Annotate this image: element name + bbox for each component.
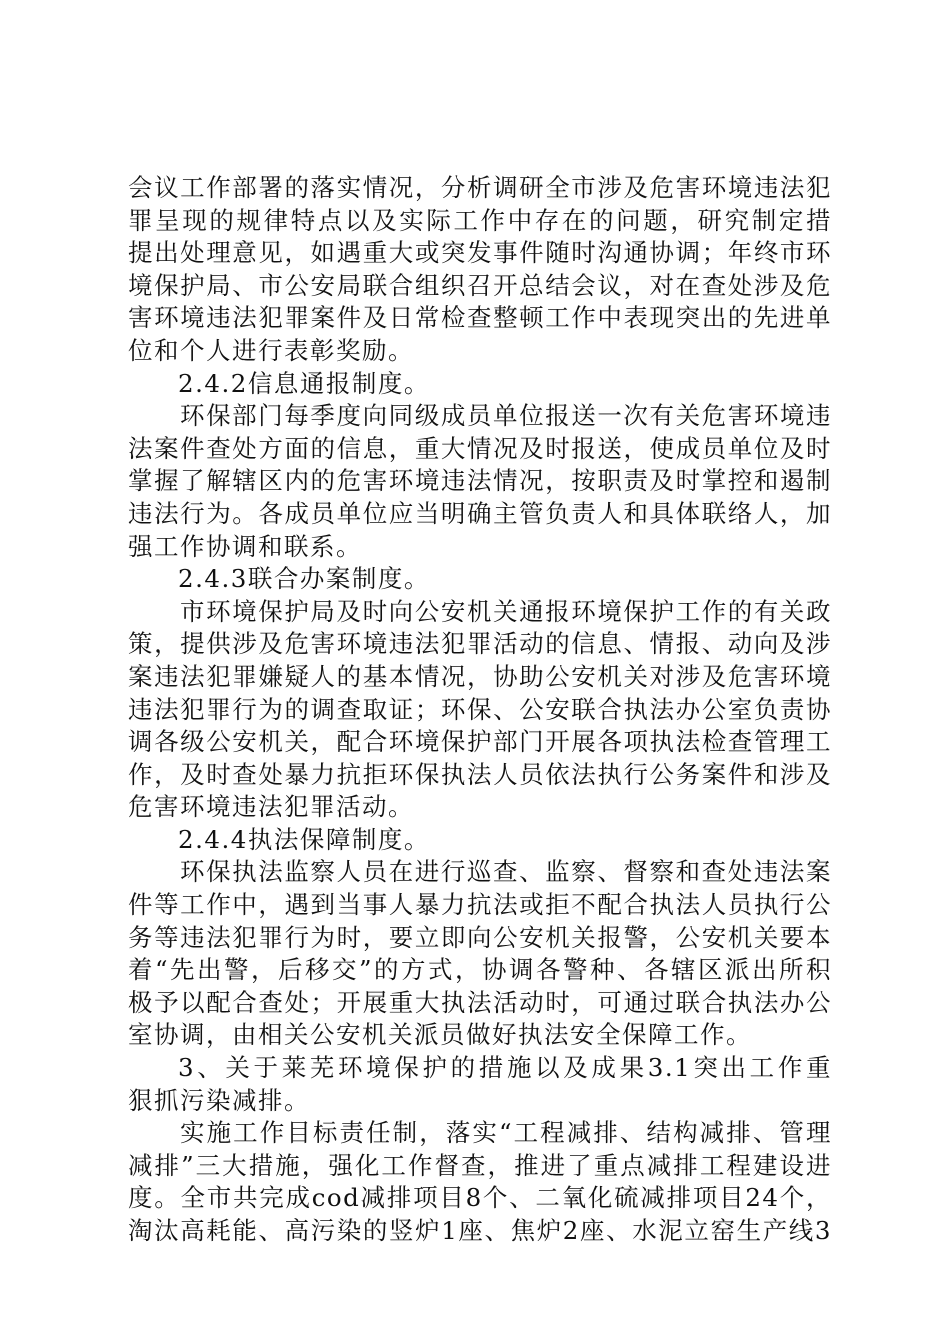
text-line: 环保部门每季度向同级成员单位报送一次有关危害环境违	[180, 401, 832, 431]
text-line: 狠抓污染减排。	[128, 1085, 310, 1115]
heading-line: 2.4.3联合办案制度。	[178, 564, 430, 594]
text-line: 环保执法监察人员在进行巡查、监察、督察和查处违法案	[180, 857, 832, 887]
heading-line: 2.4.4执法保障制度。	[178, 824, 430, 854]
text-line: 调各级公安机关，配合环境保护部门开展各项执法检查管理工	[128, 727, 832, 757]
text-line: 提出处理意见，如遇重大或突发事件随时沟通协调；年终市环	[128, 238, 832, 268]
paragraph-laiwu-measures	[128, 1052, 832, 1117]
text-line: 极予以配合查处；开展重大执法活动时，可通过联合执法办公	[128, 987, 832, 1017]
text-line: 市环境保护局及时向公安机关通报环境保护工作的有关政	[180, 596, 832, 626]
heading-line: 2.4.2信息通报制度。	[178, 368, 430, 398]
text-line: 罪呈现的规律特点以及实际工作中存在的问题，研究制定措	[128, 205, 832, 235]
text-line: 减排”三大措施，强化工作督查，推进了重点减排工程建设进	[128, 1150, 832, 1180]
document-body	[128, 172, 832, 1248]
text-line: 害环境违法犯罪案件及日常检查整顿工作中表现突出的先进单	[128, 303, 832, 333]
text-line: 违法行为。各成员单位应当明确主管负责人和具体联络人，加	[128, 498, 832, 528]
section-heading-2-4-2	[128, 368, 832, 401]
text-line: 度。全市共完成cod减排项目8个、二氧化硫减排项目24个，	[128, 1183, 832, 1213]
paragraph-joint-case-handling	[128, 596, 832, 824]
text-line: 境保护局、市公安局联合组织召开总结会议，对在查处涉及危	[128, 270, 832, 300]
text-line: 作，及时查处暴力抗拒环保执法人员依法执行公务案件和涉及	[128, 759, 832, 789]
text-line: 违法犯罪行为的调查取证；环保、公安联合执法办公室负责协	[128, 694, 832, 724]
paragraph-emission-reduction	[128, 1117, 832, 1247]
text-line: 件等工作中，遇到当事人暴力抗法或拒不配合执法人员执行公	[128, 890, 832, 920]
section-heading-2-4-3	[128, 563, 832, 596]
text-line: 法案件查处方面的信息，重大情况及时报送，使成员单位及时	[128, 433, 832, 463]
paragraph-meeting-review	[128, 172, 832, 368]
section-heading-2-4-4	[128, 824, 832, 857]
text-line: 案违法犯罪嫌疑人的基本情况，协助公安机关对涉及危害环境	[128, 661, 832, 691]
text-line: 强工作协调和联系。	[128, 531, 362, 561]
text-line: 位和个人进行表彰奖励。	[128, 335, 414, 365]
text-line: 危害环境违法犯罪活动。	[128, 792, 414, 822]
text-line: 着“先出警，后移交”的方式，协调各警种、各辖区派出所积	[128, 955, 832, 985]
paragraph-information-reporting	[128, 400, 832, 563]
text-line: 策，提供涉及危害环境违法犯罪活动的信息、情报、动向及涉	[128, 629, 832, 659]
text-line: 掌握了解辖区内的危害环境违法情况，按职责及时掌控和遏制	[128, 466, 832, 496]
text-line: 淘汰高耗能、高污染的竖炉1座、焦炉2座、水泥立窑生产线3	[128, 1216, 832, 1245]
text-line: 实施工作目标责任制，落实“工程减排、结构减排、管理	[180, 1118, 832, 1148]
text-line: 会议工作部署的落实情况，分析调研全市涉及危害环境违法犯	[128, 173, 832, 202]
text-line: 务等违法犯罪行为时，要立即向公安机关报警，公安机关要本	[128, 922, 832, 952]
text-line: 室协调，由相关公安机关派员做好执法安全保障工作。	[128, 1020, 752, 1050]
text-line: 3、关于莱芜环境保护的措施以及成果3.1突出工作重	[178, 1053, 832, 1083]
paragraph-enforcement-safeguard	[128, 856, 832, 1052]
